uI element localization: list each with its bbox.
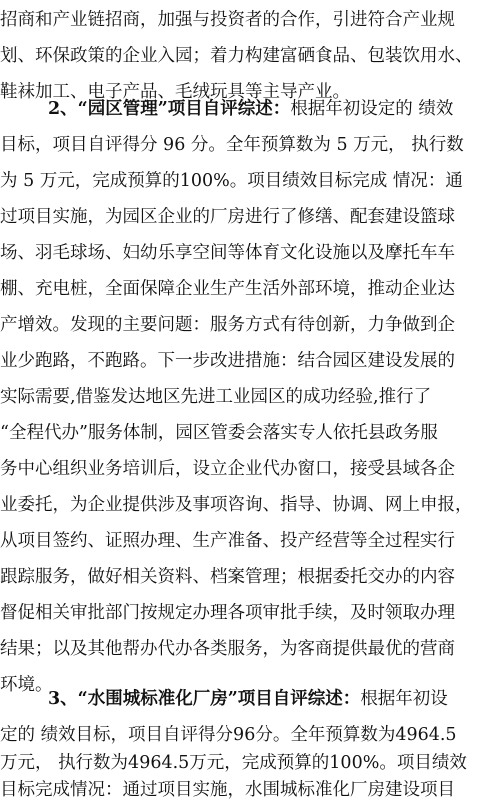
item3-heading: 3、“水围城标准化厂房”项目自评综述： [48, 689, 361, 709]
item2-line [48, 91, 499, 127]
text-line-12: 实际需要,借鉴发达地区先进工业园区的成功经验,推行了 [0, 387, 432, 407]
item2-heading-rest: 根据年初设定的 绩效 [290, 99, 454, 119]
text-line-10: 产增效。发现的主要问题：服务方式有待创新，力争做到企 [0, 315, 455, 335]
text-line-11: 业少跑路，不跑路。下一步改进措施：结合园区建设发展的 [0, 351, 455, 371]
text-line-1: 招商和产业链招商，加强与投资者的合作，引进符合产业规 [0, 10, 455, 30]
text-line-18: 督促相关审批部门按规定办理各项审批手续，及时领取办理 [0, 603, 455, 623]
text-line-2: 划、环保政策的企业入园；着力构建富硒食品、包装饮用水、 [0, 46, 473, 66]
text-line-24: 目标完成情况：通过项目实施，水围城标准化厂房建设项目 [0, 780, 455, 800]
text-line-8: 场、羽毛球场、妇幼乐享空间等体育文化设施以及摩托车车 [0, 243, 455, 263]
text-line-22: 定的 绩效目标，项目自评得分96分。全年预算数为4964.5 [0, 725, 457, 745]
item3-line [48, 681, 499, 717]
item2-heading: 2、“园区管理”项目自评综述： [48, 99, 291, 119]
text-line-7: 过项目实施，为园区企业的厂房进行了修缮、配套建设篮球 [0, 207, 455, 227]
text-line-17: 跟踪服务，做好相关资料、档案管理；根据委托交办的内容 [0, 567, 455, 587]
text-line-23: 万元， 执行数为4964.5万元，完成预算的100%。项目绩效 [0, 753, 467, 773]
text-line-9: 棚、充电桩，全面保障企业生产生活外部环境，推动企业达 [0, 279, 455, 299]
item3-heading-rest: 根据年初设 [360, 689, 448, 709]
text-line-16: 从项目签约、证照办理、生产准备、投产经营等全过程实行 [0, 531, 455, 551]
text-line-14: 务中心组织业务培训后，设立企业代办窗口，接受县域各企 [0, 459, 455, 479]
text-line-3: 鞋袜加工、电子产品、毛绒玩具等主导产业。 [0, 82, 350, 102]
text-line-6: 为 5 万元，完成预算的100%。项目绩效目标完成 情况：通 [0, 171, 463, 191]
text-line-15: 业委托，为企业提供涉及事项咨询、指导、协调、网上申报， [0, 495, 473, 515]
text-line-13: “全程代办”服务体制，园区管委会落实专人依托县政务服 [0, 423, 438, 443]
text-line-5: 目标，项目自评得分 96 分。全年预算数为 5 万元， 执行数 [0, 135, 464, 155]
text-line-19: 结果；以及其他帮办代办各类服务，为客商提供最优的营商 [0, 639, 455, 659]
text-line-20: 环境。 [0, 675, 53, 695]
